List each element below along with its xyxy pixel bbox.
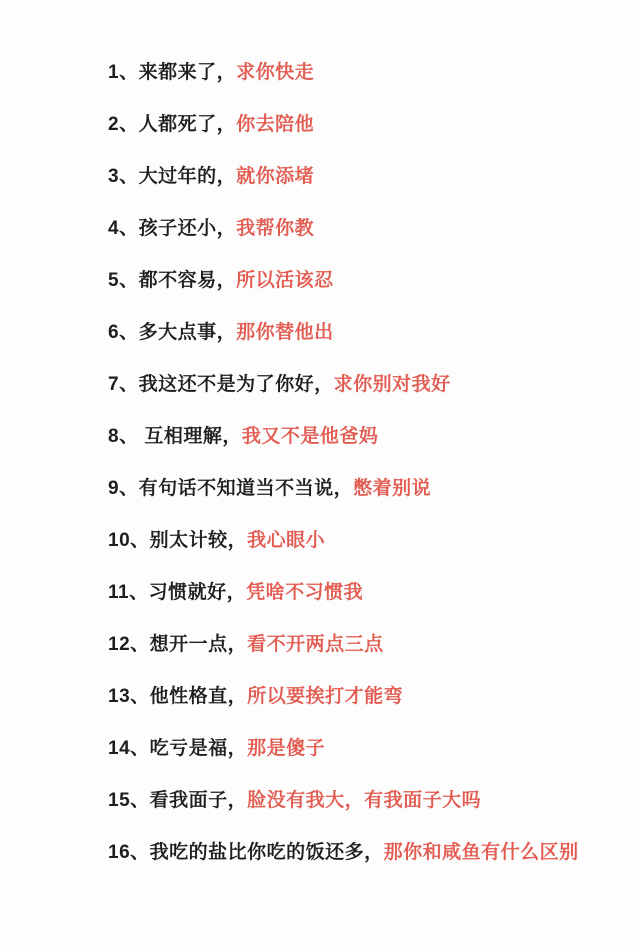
item-punch-text: 那你替他出	[236, 322, 334, 343]
item-lead-text: 1、来都来了，	[108, 62, 237, 83]
item-punch-text: 那是傻子	[247, 738, 326, 759]
item-lead-text: 12、想开一点，	[108, 634, 248, 655]
list-item	[108, 99, 620, 151]
item-punch-text: 所以要挨打才能弯	[247, 686, 404, 707]
item-lead-text: 10、别太计较，	[108, 530, 248, 551]
item-punch-text: 我心眼小	[247, 530, 326, 551]
list-item	[108, 515, 620, 567]
item-punch-text: 求你别对我好	[333, 374, 451, 395]
item-punch-text: 凭啥不习惯我	[246, 582, 364, 603]
list-item	[108, 619, 620, 671]
item-punch-text: 我又不是他爸妈	[241, 426, 379, 447]
item-punch-text: 你去陪他	[236, 114, 315, 135]
item-lead-text: 15、看我面子，	[108, 790, 248, 811]
item-punch-text: 所以活该忍	[236, 270, 334, 291]
item-punch-text: 就你添堵	[236, 166, 315, 187]
item-lead-text: 3、大过年的，	[108, 166, 237, 187]
item-punch-text: 那你和咸鱼有什么区别	[383, 842, 579, 863]
list-item	[108, 671, 620, 723]
item-punch-text: 看不开两点三点	[247, 634, 384, 655]
item-lead-text: 11、习惯就好，	[108, 582, 247, 603]
item-lead-text: 14、吃亏是福，	[108, 738, 248, 759]
item-punch-text: 我帮你教	[236, 218, 315, 239]
list-item	[108, 359, 620, 411]
item-lead-text: 4、孩子还小，	[108, 218, 237, 239]
item-punch-text: 求你快走	[236, 62, 315, 83]
list-item	[108, 567, 620, 619]
list-item	[108, 775, 620, 827]
list-item	[108, 151, 620, 203]
list-item	[108, 463, 620, 515]
list-item	[108, 723, 620, 775]
item-lead-text: 5、都不容易，	[108, 270, 237, 291]
item-lead-text: 9、有句话不知道当不当说，	[108, 478, 354, 499]
item-lead-text: 2、人都死了，	[108, 114, 237, 135]
item-punch-text: 脸没有我大，有我面子大吗	[247, 790, 482, 811]
list-item	[108, 307, 620, 359]
item-lead-text: 6、多大点事，	[108, 322, 237, 343]
list-item	[108, 47, 620, 99]
item-lead-text: 16、我吃的盐比你吃的饭还多，	[108, 842, 384, 863]
item-lead-text: 8、 互相理解，	[108, 426, 242, 447]
list-item	[108, 827, 620, 879]
list-item	[108, 411, 620, 463]
item-punch-text: 憋着别说	[353, 478, 432, 499]
list-item	[108, 255, 620, 307]
item-lead-text: 13、他性格直，	[108, 686, 248, 707]
item-lead-text: 7、我这还不是为了你好，	[108, 374, 334, 395]
list-item	[108, 203, 620, 255]
